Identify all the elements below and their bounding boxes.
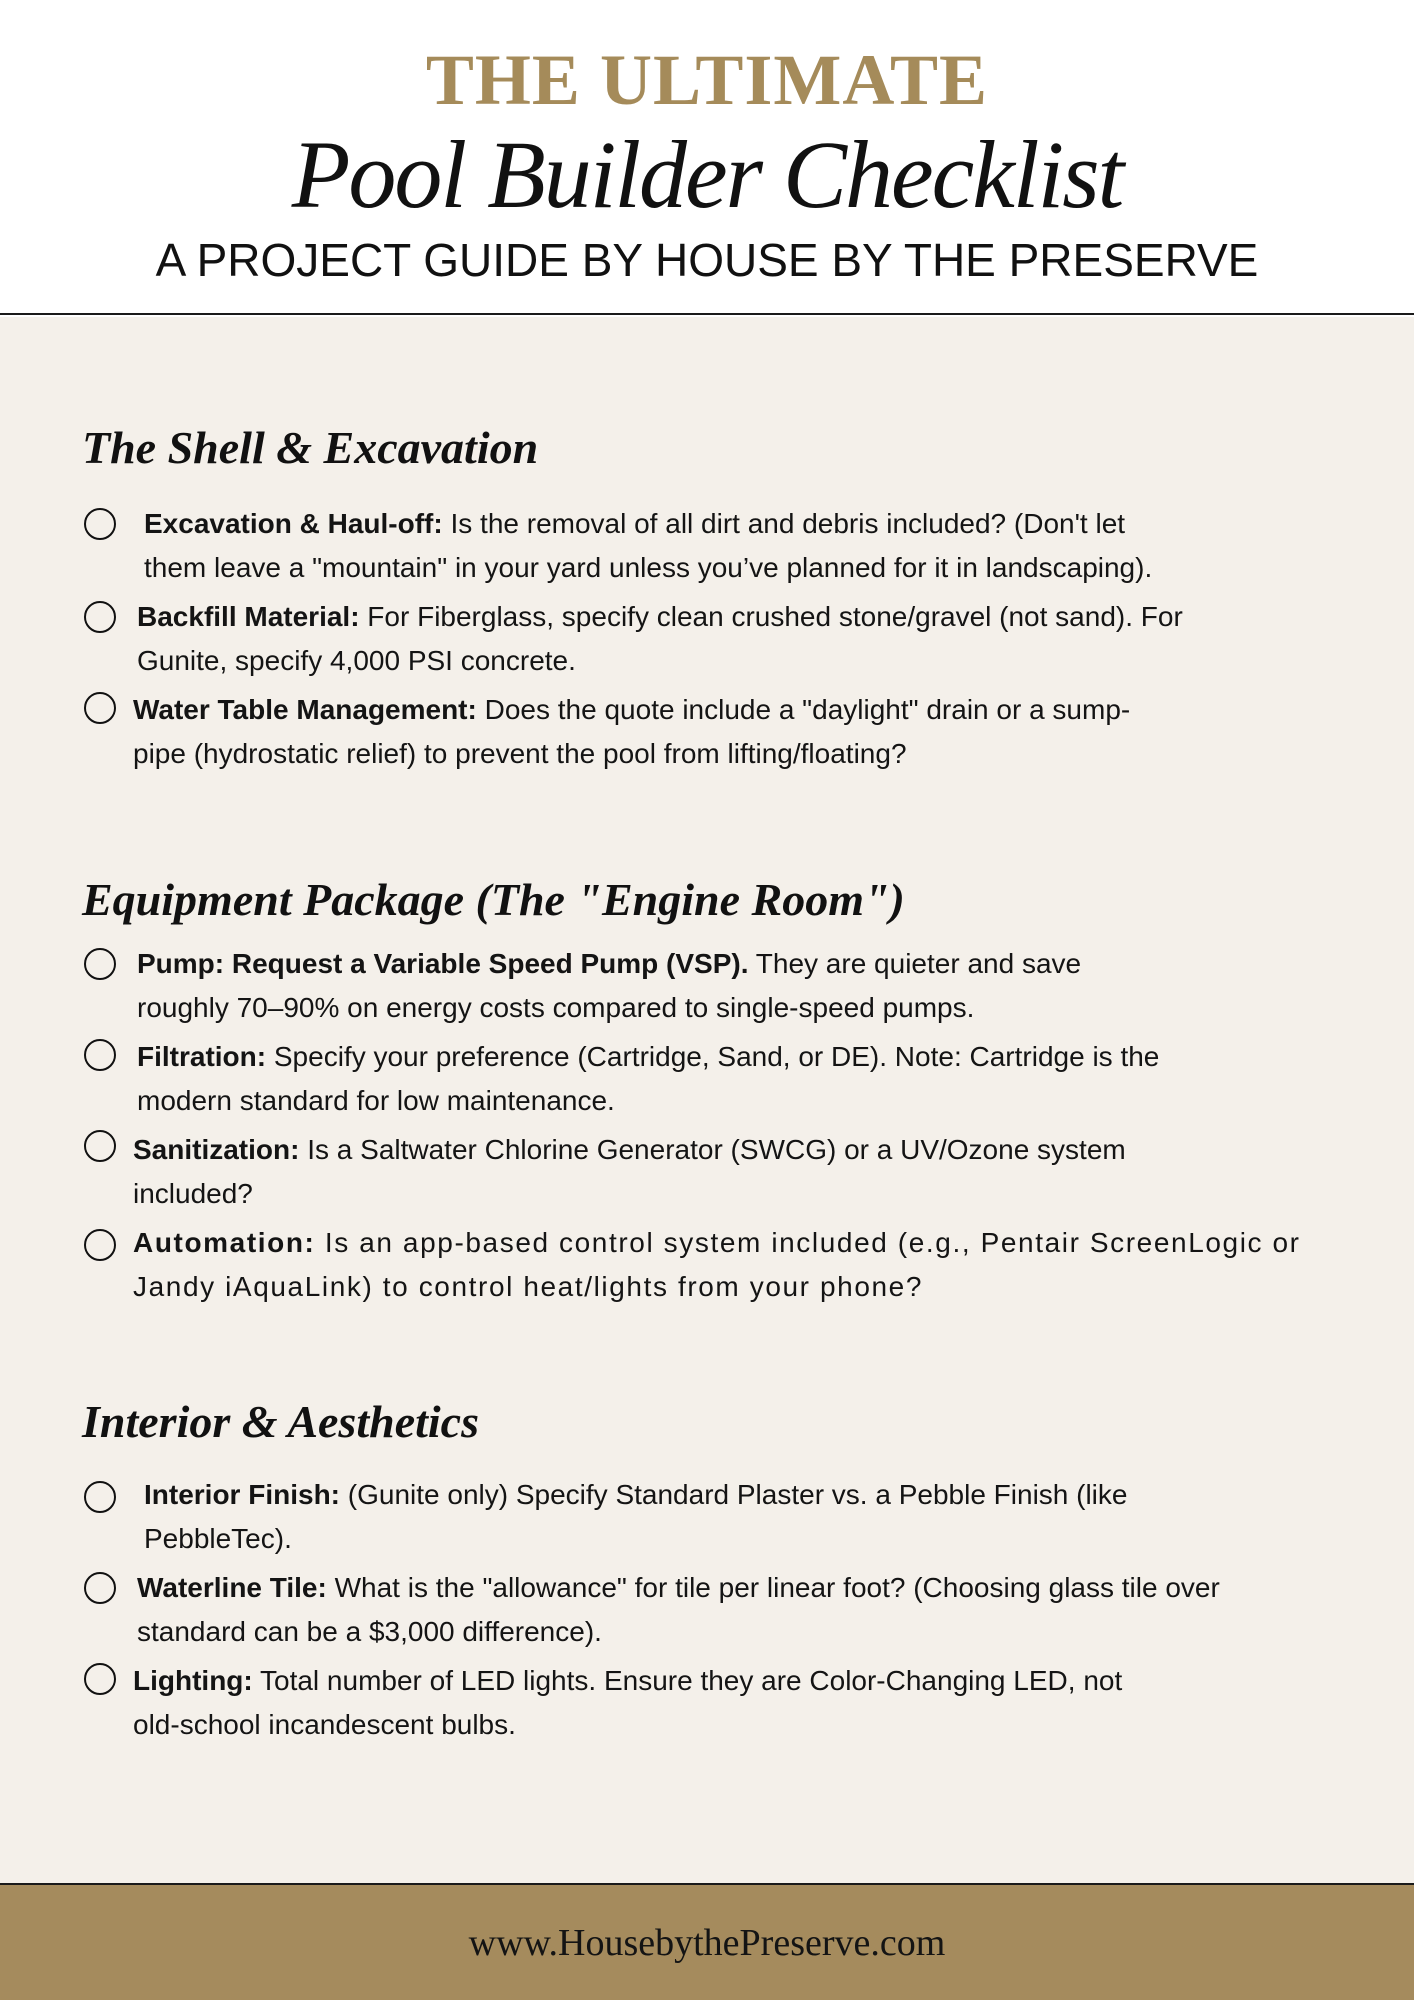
item-description-cont: old-school incandescent bulbs.: [133, 1709, 516, 1740]
checkbox-circle-icon[interactable]: [84, 1481, 116, 1513]
checklist-item-water-table: [82, 688, 1382, 778]
checklist-item-lighting: [82, 1659, 1382, 1749]
item-description: Total number of LED lights. Ensure they are Color-Changing LED, not: [252, 1665, 1123, 1696]
checklist-item-text: [133, 1659, 1122, 1747]
checkbox-circle-icon[interactable]: [84, 1572, 116, 1604]
checklist-item-text: [144, 1473, 1127, 1561]
item-description-cont: modern standard for low maintenance.: [137, 1085, 615, 1116]
item-description-cont: them leave a "mountain" in your yard unless you’ve planned for it in landscaping).: [144, 552, 1153, 583]
checklist-item-filtration: [82, 1035, 1382, 1125]
item-description-cont: pipe (hydrostatic relief) to prevent the pool from lifting/floating?: [133, 738, 907, 769]
item-description-cont: standard can be a $3,000 difference).: [137, 1616, 602, 1647]
item-label: Backfill Material:: [137, 601, 360, 632]
item-description-cont: roughly 70–90% on energy costs compared to single-speed pumps.: [137, 992, 975, 1023]
checklist-item-text: [144, 502, 1152, 590]
page-subtitle: A PROJECT GUIDE BY HOUSE BY THE PRESERVE: [155, 234, 1259, 286]
checkbox-circle-icon[interactable]: [84, 508, 116, 540]
checklist-item-text: [133, 1128, 1126, 1216]
item-description: Specify your preference (Cartridge, Sand, or DE). Note: Cartridge is the: [266, 1041, 1160, 1072]
checklist-item-text: [133, 688, 1130, 776]
website-link[interactable]: www.HousebythePreserve.com: [468, 1922, 946, 1964]
checklist-item-sanitization: [82, 1128, 1382, 1218]
checklist-item-pump: [82, 942, 1382, 1032]
item-label: Water Table Management:: [133, 694, 477, 725]
checkbox-circle-icon[interactable]: [84, 692, 116, 724]
item-description-cont: included?: [133, 1178, 253, 1209]
item-label: Lighting:: [133, 1665, 253, 1696]
item-description: What is the "allowance" for tile per linear foot? (Choosing glass tile over: [326, 1572, 1220, 1603]
section-heading-equipment-package: Equipment Package (The "Engine Room"): [82, 874, 905, 925]
item-description: Does the quote include a "daylight" drain or a sump-: [476, 694, 1131, 725]
checklist-item-interior-finish: [82, 1473, 1382, 1563]
item-description: Is the removal of all dirt and debris included? (Don't let: [442, 508, 1126, 539]
checkbox-circle-icon[interactable]: [84, 948, 116, 980]
page-title: Pool Builder Checklist: [291, 121, 1123, 228]
item-label: Automation:: [133, 1227, 316, 1258]
page-footer: [0, 1883, 1414, 2000]
item-label: Filtration:: [137, 1041, 267, 1072]
checklist-item-text: [133, 1221, 1301, 1309]
checkbox-circle-icon[interactable]: [84, 1229, 116, 1261]
checkbox-circle-icon[interactable]: [84, 1130, 116, 1162]
section-heading-interior-aesthetics: Interior & Aesthetics: [82, 1396, 479, 1447]
checklist-item-automation: [82, 1221, 1414, 1311]
checklist-item-text: [137, 595, 1183, 683]
item-label: Waterline Tile:: [137, 1572, 327, 1603]
item-description: (Gunite only) Specify Standard Plaster vs. a Pebble Finish (like: [340, 1479, 1128, 1510]
item-label: Interior Finish:: [144, 1479, 340, 1510]
checklist-item-text: [137, 1035, 1159, 1123]
item-description: For Fiberglass, specify clean crushed stone/gravel (not sand). For: [359, 601, 1183, 632]
item-label: Excavation & Haul-off:: [144, 508, 443, 539]
item-description-cont: Gunite, specify 4,000 PSI concrete.: [137, 645, 576, 676]
section-heading-shell-excavation: The Shell & Excavation: [82, 422, 539, 473]
checkbox-circle-icon[interactable]: [84, 1663, 116, 1695]
checkbox-circle-icon[interactable]: [84, 601, 116, 633]
top-title: THE ULTIMATE: [425, 40, 989, 120]
item-description-cont: PebbleTec).: [144, 1523, 292, 1554]
checkbox-circle-icon[interactable]: [84, 1039, 116, 1071]
item-description: Is an app-based control system included (e.g., Pentair ScreenLogic or: [315, 1227, 1301, 1258]
checklist-item-text: [137, 1566, 1220, 1654]
page-header: [0, 0, 1414, 315]
item-label: Pump: Request a Variable Speed Pump (VSP).: [137, 948, 749, 979]
checklist-item-excavation: [82, 502, 1382, 592]
checklist-item-waterline-tile: [82, 1566, 1382, 1656]
item-description-cont: Jandy iAquaLink) to control heat/lights from your phone?: [133, 1271, 924, 1302]
checklist-item-text: [137, 942, 1081, 1030]
checklist-item-backfill: [82, 595, 1382, 685]
item-label: Sanitization:: [133, 1134, 300, 1165]
item-description: Is a Saltwater Chlorine Generator (SWCG) or a UV/Ozone system: [299, 1134, 1126, 1165]
item-description: They are quieter and save: [748, 948, 1082, 979]
